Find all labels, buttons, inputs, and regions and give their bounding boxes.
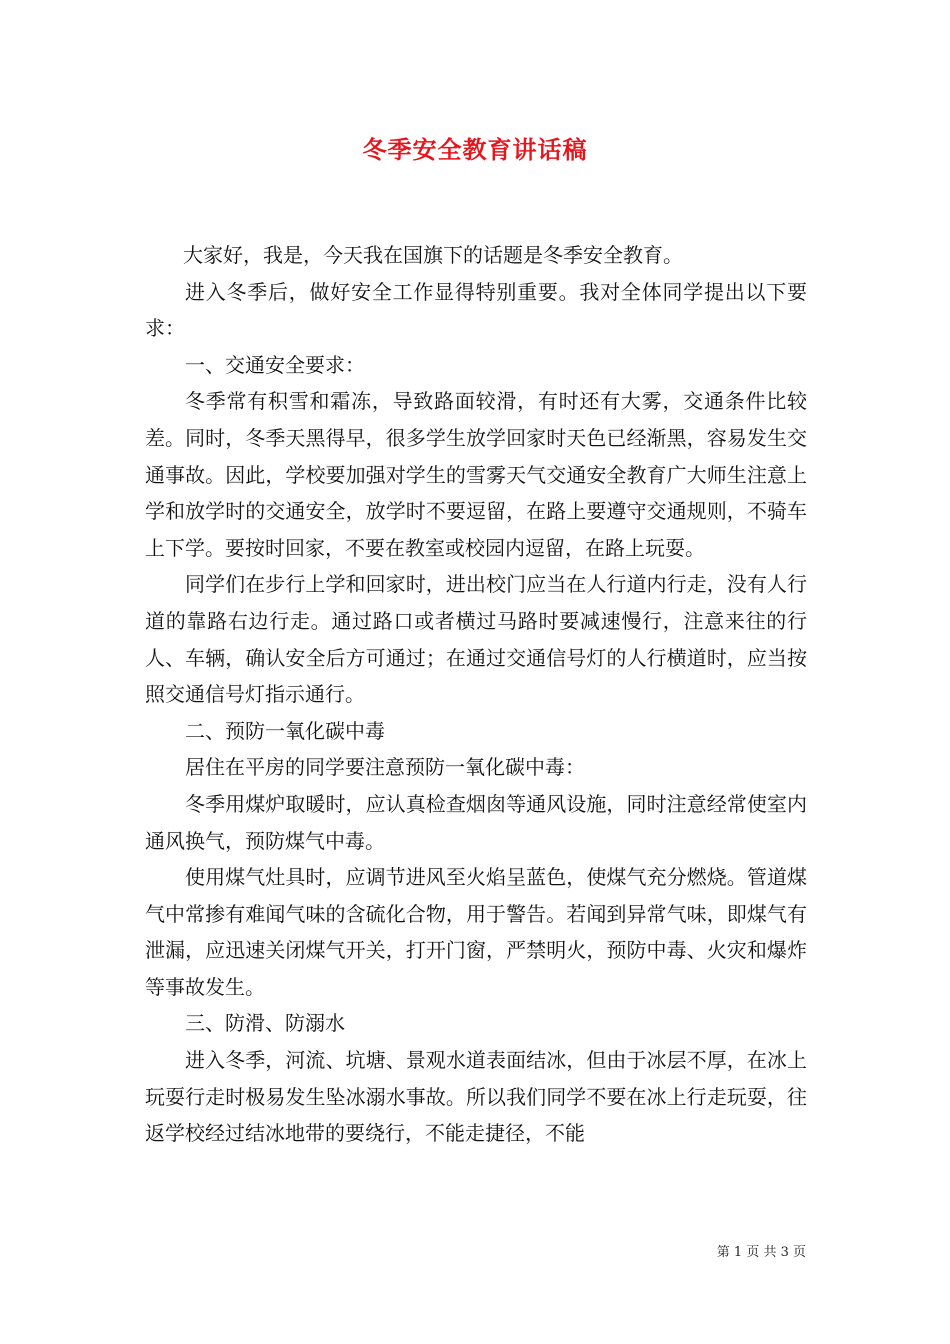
heading-traffic-safety: 一、交通安全要求： [185,352,365,377]
heading-anti-slip-drowning: 三、防滑、防溺水 [185,1011,345,1036]
paragraph-traffic-2: 同学们在步行上学和回家时，进出校门应当在人行道内行走，没有人行道的靠路右边行走。通过路口或者横过马路时要减速慢行，注意来往的行人、车辆，确认安全后方可通过；在通过交通信号灯的人行横道时，应当按照交通信号灯指示通行。 [145,572,807,707]
paragraph-intro: 进入冬季后，做好安全工作显得特别重要。我对全体同学提出以下要求： [145,279,807,341]
paragraph-co-1: 居住在平房的同学要注意预防一氧化碳中毒： [185,755,585,780]
paragraph-co-3: 使用煤气灶具时，应调节进风至火焰呈蓝色，使煤气充分燃烧。管道煤气中常掺有难闻气味的含硫化合物，用于警告。若闻到异常气味，即煤气有泄漏，应迅速关闭煤气开关，打开门窗，严禁明火，预防中毒、火灾和爆炸等事故发生。 [145,865,807,999]
document-title: 冬季安全教育讲话稿 [362,135,588,164]
paragraph-co-2: 冬季用煤炉取暖时，应认真检查烟囱等通风设施，同时注意经常使室内通风换气，预防煤气中毒。 [145,791,807,853]
paragraph-greeting: 大家好，我是，今天我在国旗下的话题是冬季安全教育。 [183,243,683,267]
paragraph-traffic-1: 冬季常有积雪和霜冻，导致路面较滑，有时还有大雾，交通条件比较差。同时，冬季天黑得早，很多学生放学回家时天色已经渐黑，容易发生交通事故。因此，学校要加强对学生的雪雾天气交通安全教育广大师生注意上学和放学时的交通安全，放学时不要逗留，在路上要遵守交通规则，不骑车上下学。要按时回家，不要在教室或校园内逗留，在路上玩耍。 [145,389,807,560]
heading-co-poisoning: 二、预防一氧化碳中毒 [185,718,385,743]
document-body [145,237,807,1152]
paragraph-ice: 进入冬季，河流、坑塘、景观水道表面结冰，但由于冰层不厚，在冰上玩耍行走时极易发生坠冰溺水事故。所以我们同学不要在冰上行走玩耍，往返学校经过结冰地带的要绕行，不能走捷径，不能 [145,1048,807,1146]
page-number: 第 1 页 共 3 页 [716,1245,806,1260]
